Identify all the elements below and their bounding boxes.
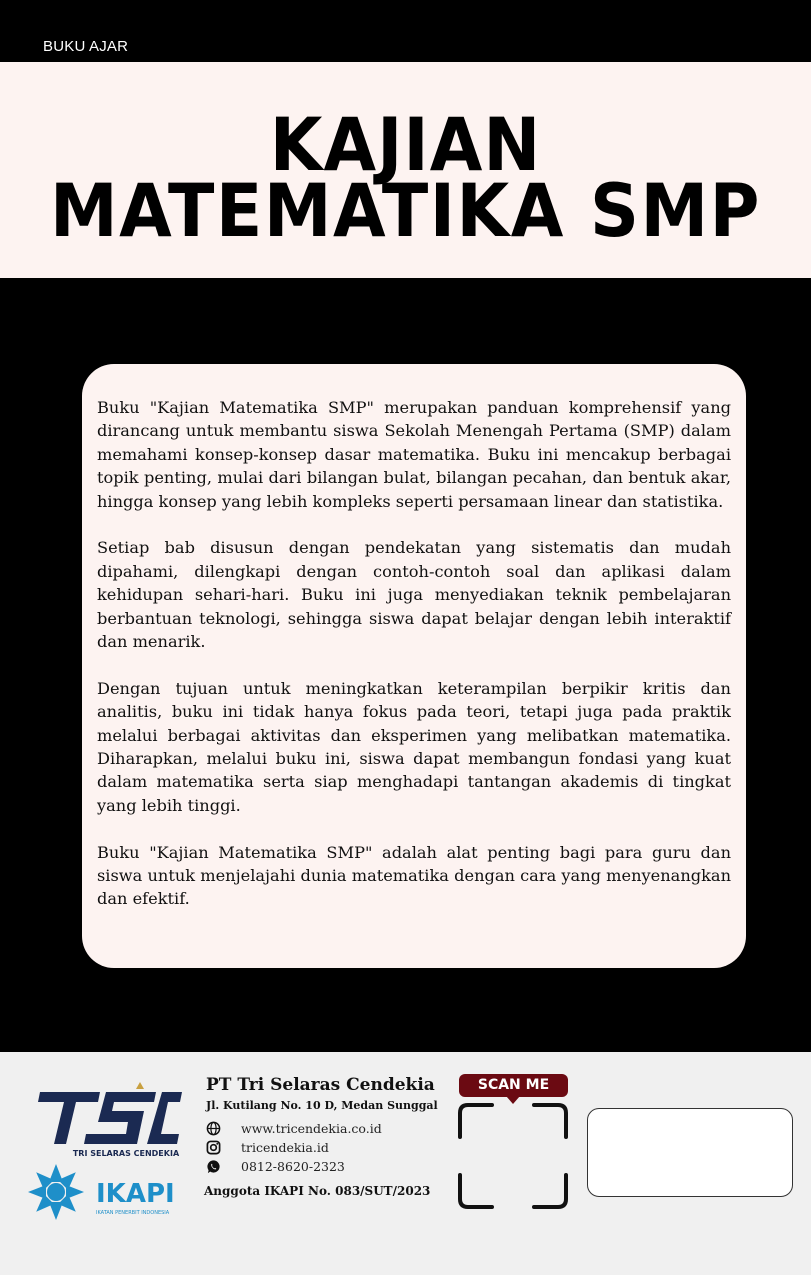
globe-icon bbox=[206, 1121, 221, 1136]
book-title-line-1: KAJIAN bbox=[269, 102, 542, 189]
phone-text[interactable]: 0812-8620-2323 bbox=[241, 1158, 345, 1174]
blurb-paragraph-4: Buku "Kajian Matematika SMP" adalah alat penting bagi para guru dan siswa untuk menjelajahi dunia matematika dengan cara yang menyenangkan dan efektif. bbox=[97, 842, 731, 909]
instagram-text[interactable]: tricendekia.id bbox=[241, 1139, 329, 1155]
website-row[interactable] bbox=[206, 1120, 382, 1136]
ikapi-logo bbox=[26, 1162, 196, 1222]
tsc-logo bbox=[36, 1078, 184, 1160]
category-label: BUKU AJAR bbox=[43, 38, 129, 55]
blurb-paragraph-2: Setiap bab disusun dengan pendekatan yang sistematis dan mudah dipahami, dilengkapi dengan contoh-contoh soal dan aplikasi dalam kehidupan sehari-hari. Buku ini juga menyediakan teknik pembelajaran berbantuan teknologi, sehingga siswa dapat belajar dengan lebih interaktif dan menarik. bbox=[97, 538, 731, 652]
whatsapp-icon bbox=[206, 1159, 221, 1174]
instagram-icon bbox=[206, 1140, 221, 1155]
scan-me-badge: SCAN ME bbox=[459, 1074, 568, 1097]
publisher-address: Jl. Kutilang No. 10 D, Medan Sunggal bbox=[206, 1099, 438, 1112]
blurb-card bbox=[82, 364, 746, 968]
blurb-paragraph-3: Dengan tujuan untuk meningkatkan keterampilan berpikir kritis dan analitis, buku ini tidak hanya fokus pada teori, tetapi juga pada praktik melalui berbagai aktivitas dan eksperimen yang melibatkan matematika. Diharapkan, melalui buku ini, siswa dapat membangun fondasi yang kuat dalam matematika serta siap menghadapi tantangan akademis di tingkat yang lebih tinggi. bbox=[97, 678, 731, 815]
website-text[interactable]: www.tricendekia.co.id bbox=[241, 1120, 382, 1136]
ikapi-membership: Anggota IKAPI No. 083/SUT/2023 bbox=[204, 1184, 431, 1198]
qr-scan-frame[interactable] bbox=[456, 1101, 570, 1211]
phone-row[interactable] bbox=[206, 1158, 345, 1174]
svg-text:IKATAN PENERBIT INDONESIA: IKATAN PENERBIT INDONESIA bbox=[96, 1210, 170, 1216]
publisher-name: PT Tri Selaras Cendekia bbox=[206, 1075, 435, 1095]
instagram-row[interactable] bbox=[206, 1139, 329, 1155]
barcode-placeholder bbox=[587, 1108, 793, 1197]
svg-text:TRI SELARAS CENDEKIA: TRI SELARAS CENDEKIA bbox=[72, 1149, 180, 1158]
book-title-line-2: MATEMATIKA SMP bbox=[49, 168, 762, 255]
svg-text:IKAPI: IKAPI bbox=[96, 1179, 175, 1209]
blurb-paragraph-1: Buku "Kajian Matematika SMP" merupakan panduan komprehensif yang dirancang untuk membantu siswa Sekolah Menengah Pertama (SMP) dalam memahami konsep-konsep dasar matematika. Buku ini mencakup berbagai topik penting, mulai dari bilangan bulat, bilangan pecahan, dan bentuk akar, hingga konsep yang lebih kompleks seperti persamaan linear dan statistika. bbox=[97, 398, 731, 511]
